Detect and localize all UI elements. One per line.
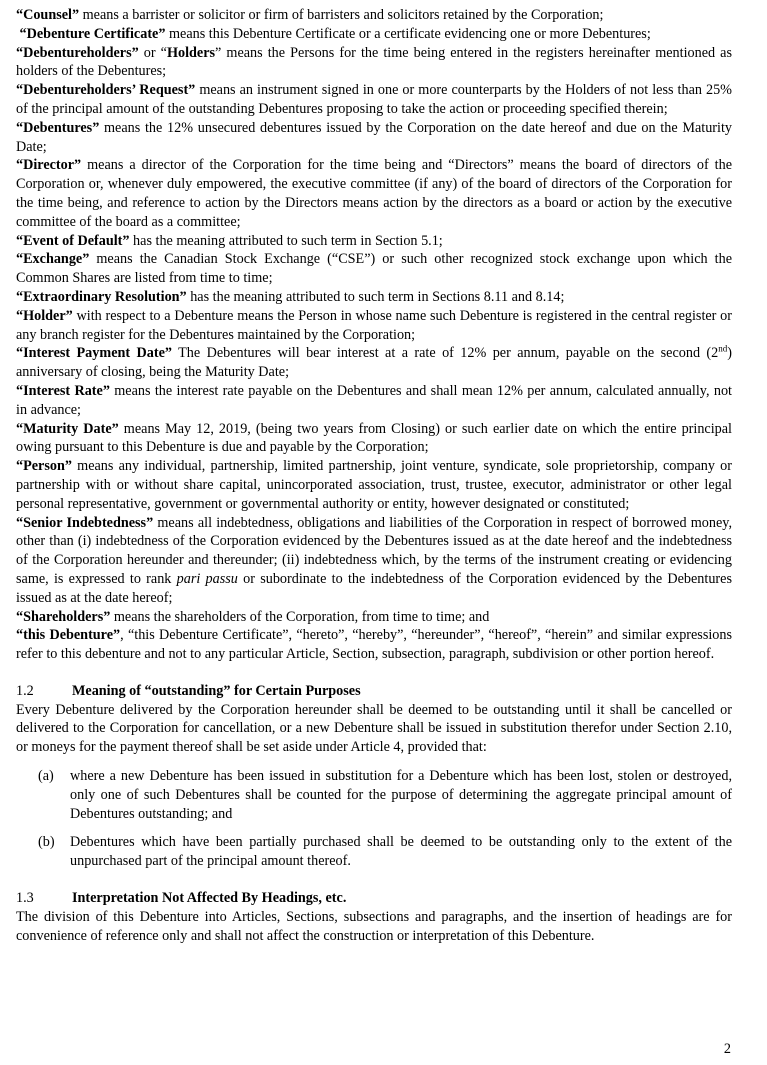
definition-text: means the Canadian Stock Exchange (“CSE”) or such other recognized stock exchange upon which the Common Shares are listed from time to time; xyxy=(16,251,732,287)
section-paragraph: The division of this Debenture into Articles, Sections, subsections and paragraphs, and the insertion of headings are for convenience of reference only and shall not affect the construction or interpretation of this Debenture. xyxy=(16,908,732,944)
section-number: 1.3 xyxy=(16,890,34,907)
definition-extraordinary-resolution xyxy=(16,288,732,307)
definition-person xyxy=(16,457,732,513)
definition-text: The Debentures will bear interest at a rate of 12% per annum, payable on the second (2 xyxy=(171,345,719,362)
definition-shareholders xyxy=(16,608,732,627)
definition-debenture-certificate xyxy=(16,25,732,44)
term: “Holder” xyxy=(16,307,73,324)
definition-text: means the 12% unsecured debentures issued by the Corporation on the date hereof and due on the Maturity Date; xyxy=(16,119,732,155)
section-title: Interpretation Not Affected By Headings, etc. xyxy=(72,890,347,907)
section-paragraph: Every Debenture delivered by the Corporation hereunder shall be deemed to be outstanding until it shall be cancelled or delivered to the Corporation for cancellation, or a new Debenture shall be issued in substitution therefor under Section 2.10, or moneys for the payment thereof shall be set aside under Article 4, provided that: xyxy=(16,701,732,756)
list-item-text: where a new Debenture has been issued in substitution for a Debenture which has been lost, stolen or destroyed, only one of such Debentures shall be counted for the purpose of determining the aggregate principal amount of Debentures outstanding; and xyxy=(70,768,732,822)
definitions-list xyxy=(16,6,732,664)
list-item-label: (a) xyxy=(38,768,54,785)
definition-interest-payment-date xyxy=(16,344,732,382)
definition-text: has the meaning attributed to such term in Sections 8.11 and 8.14; xyxy=(186,288,565,305)
document-page xyxy=(16,6,732,945)
definition-text: has the meaning attributed to such term in Section 5.1; xyxy=(129,232,443,249)
superscript: nd xyxy=(718,343,728,354)
list-item-text: Debentures which have been partially purchased shall be deemed to be outstanding only to the extent of the unpurchased part of the principal amount thereof. xyxy=(70,834,732,870)
latin-phrase: pari passu xyxy=(176,570,238,587)
definition-text: means this Debenture Certificate or a certificate evidencing one or more Debentures; xyxy=(165,25,651,42)
term: “Senior Indebtedness” xyxy=(16,514,154,531)
list-item xyxy=(38,833,732,871)
definition-text: means the interest rate payable on the Debentures and shall mean 12% per annum, calculated annually, not in advance; xyxy=(16,382,732,418)
definition-text: ” means the Persons for the time being entered in the registers hereinafter mentioned as holders of the Debentures; xyxy=(16,44,732,80)
definition-text: means any individual, partnership, limited partnership, joint venture, syndicate, sole proprietorship, company or partnership with or without share capital, unincorporated association, trust, trustee, executor, administrator or other legal personal representative, government or governmental authority or entity, however designated or constituted; xyxy=(16,458,732,512)
term: “Extraordinary Resolution” xyxy=(16,288,187,305)
term: “Exchange” xyxy=(16,251,90,268)
term: “Event of Default” xyxy=(16,232,130,249)
list-item-label: (b) xyxy=(38,834,55,851)
definition-this-debenture xyxy=(16,626,732,664)
page-number: 2 xyxy=(723,1041,731,1057)
section-heading xyxy=(16,682,732,701)
term: “Interest Rate” xyxy=(16,382,110,399)
definition-event-of-default xyxy=(16,232,732,251)
definition-text: ) anniversary of closing, being the Maturity Date; xyxy=(16,345,732,381)
section-title: Meaning of “outstanding” for Certain Purposes xyxy=(72,682,361,699)
term: “Maturity Date” xyxy=(16,420,119,437)
definition-counsel xyxy=(16,6,732,25)
definition-text: with respect to a Debenture means the Person in whose name such Debenture is registered in the central register or any branch register for the Debentures maintained by the Corporation; xyxy=(16,307,732,343)
definition-holder xyxy=(16,307,732,345)
section-1-2 xyxy=(16,682,732,871)
definition-text: means an instrument signed in one or more counterparts by the Holders of not less than 25% of the principal amount of the outstanding Debentures proposing to take the action or proceeding specified therein; xyxy=(16,82,733,117)
definition-interest-rate xyxy=(16,382,732,420)
term: “Counsel” xyxy=(16,7,80,23)
term: “Debentureholders” xyxy=(16,44,139,61)
term: “Shareholders” xyxy=(16,608,111,625)
section-number: 1.2 xyxy=(16,682,34,699)
list-item xyxy=(38,767,732,823)
definition-director xyxy=(16,156,732,231)
definition-text: means all indebtedness, obligations and liabilities of the Corporation in respect of borrowed money, other than (i) indebtedness of the Corporation evidenced by the Debentures issued as at the date hereof and the indebtedness of the Corporation hereunder and thereunder; (ii) indebtedness which, by the terms of the instrument creating or evidencing same, is expressed to rank xyxy=(16,514,732,587)
definition-text: means a barrister or solicitor or firm of barristers and solicitors retained by the Corporation; xyxy=(79,7,604,23)
section-heading xyxy=(16,889,732,908)
definition-exchange xyxy=(16,250,732,288)
term: “Person” xyxy=(16,458,72,475)
definition-text: means the shareholders of the Corporation, from time to time; and xyxy=(110,608,490,625)
definition-text: , “this Debenture Certificate”, “hereto”, “hereby”, “hereunder”, “hereof”, “herein” and similar expressions refer to this debenture and not to any particular Article, Section, subsection, paragraph, subdivision or other portion hereof. xyxy=(16,627,733,663)
definition-text: or subordinate to the indebtedness of the Corporation evidenced by the Debentures issued as at the date hereof; xyxy=(16,570,732,606)
term: “Director” xyxy=(16,157,82,174)
definition-debentureholders-request xyxy=(16,81,732,119)
term: “this Debenture” xyxy=(16,627,121,644)
term: “Interest Payment Date” xyxy=(16,345,172,362)
definition-text: means a director of the Corporation for the time being and “Directors” means the board of directors of the Corporation or, whenever duly empowered, the executive committee (if any) of the board of directors of the Corporation for the time being, and reference to action by the Directors means action by the directors as a board or action by the executive committee of the board as a committee; xyxy=(16,157,732,230)
definition-maturity-date xyxy=(16,420,732,458)
term: “Debentureholders’ Request” xyxy=(16,82,196,99)
definition-senior-indebtedness xyxy=(16,514,732,608)
definition-debentureholders xyxy=(16,44,732,82)
definition-debentures xyxy=(16,119,732,157)
definition-text: means May 12, 2019, (being two years from Closing) or such earlier date on which the entire principal owing pursuant to this Debenture is due and payable by the Corporation; xyxy=(16,420,732,456)
term: “Debenture Certificate” xyxy=(16,25,166,42)
term: “Debentures” xyxy=(16,119,100,136)
term: Holders xyxy=(166,44,216,61)
definition-text: or “ xyxy=(138,44,167,61)
section-1-3 xyxy=(16,889,732,945)
